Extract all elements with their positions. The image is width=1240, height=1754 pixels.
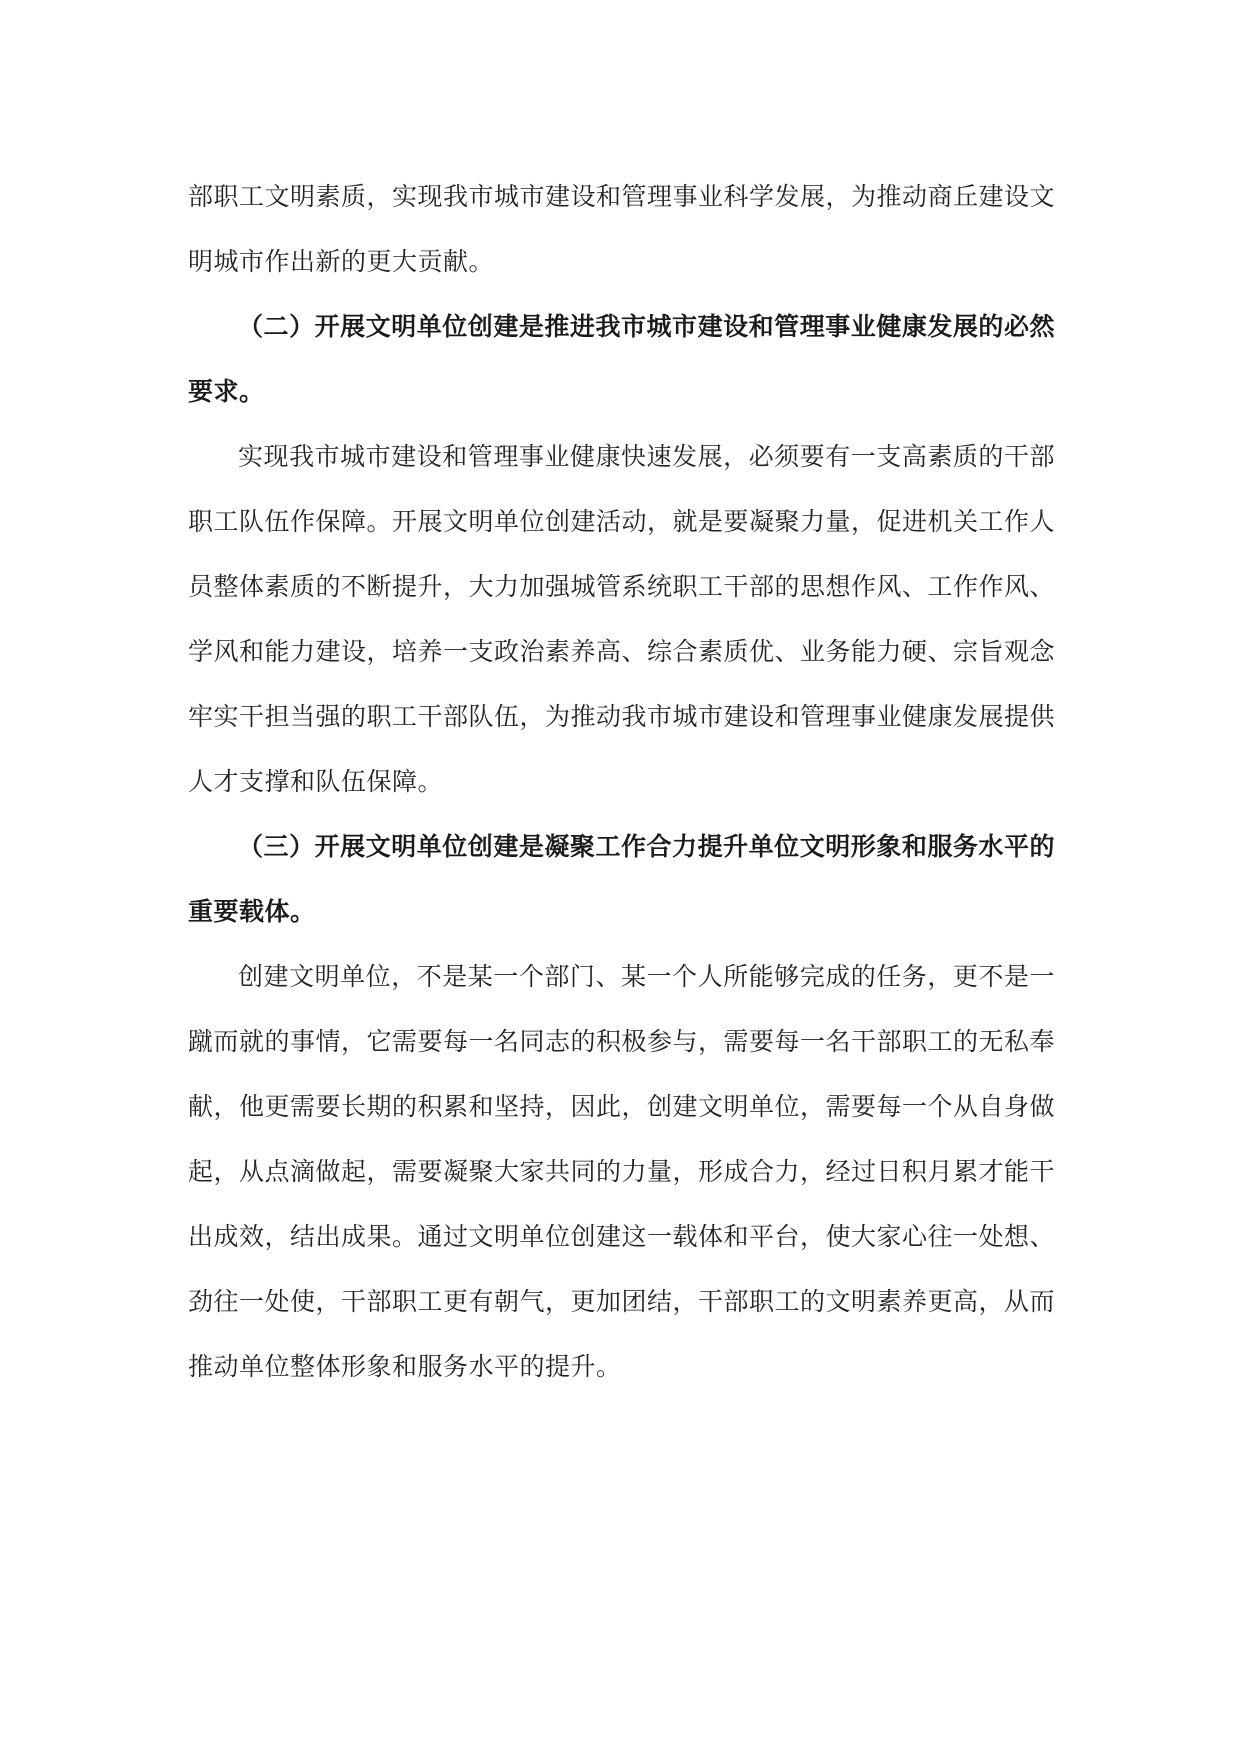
paragraph-continued-text: 部职工文明素质，实现我市城市建设和管理事业科学发展，为推动商丘建设文明城市作出新的更大贡献。 <box>188 182 1056 276</box>
paragraph-section-3-body: 创建文明单位，不是某一个部门、某一个人所能够完成的任务，更不是一蹴而就的事情，它需要每一名同志的积极参与，需要每一名干部职工的无私奉献，他更需要长期的积累和坚持，因此，创建文明单位，需要每一个从自身做起，从点滴做起，需要凝聚大家共同的力量，形成合力，经过日积月累才能干出成效，结出成果。通过文明单位创建这一载体和平台，使大家心往一处想、劲往一处使，干部职工更有朝气，更加团结，干部职工的文明素养更高，从而推动单位整体形象和服务水平的提升。 <box>188 962 1056 1381</box>
section-heading-2: （二）开展文明单位创建是推进我市城市建设和管理事业健康发展的必然要求。 <box>188 312 1055 406</box>
section-heading-3: （三）开展文明单位创建是凝聚工作合力提升单位文明形象和服务水平的重要载体。 <box>188 832 1055 926</box>
paragraph-section-2-body: 实现我市城市建设和管理事业健康快速发展，必须要有一支高素质的干部职工队伍作保障。开展文明单位创建活动，就是要凝聚力量，促进机关工作人员整体素质的不断提升，大力加强城管系统职工干部的思想作风、工作作风、学风和能力建设，培养一支政治素养高、综合素质优、业务能力硬、宗旨观念牢实干担当强的职工干部队伍，为推动我市城市建设和管理事业健康发展提供人才支撑和队伍保障。 <box>188 442 1056 796</box>
document-body <box>188 164 1055 1399</box>
